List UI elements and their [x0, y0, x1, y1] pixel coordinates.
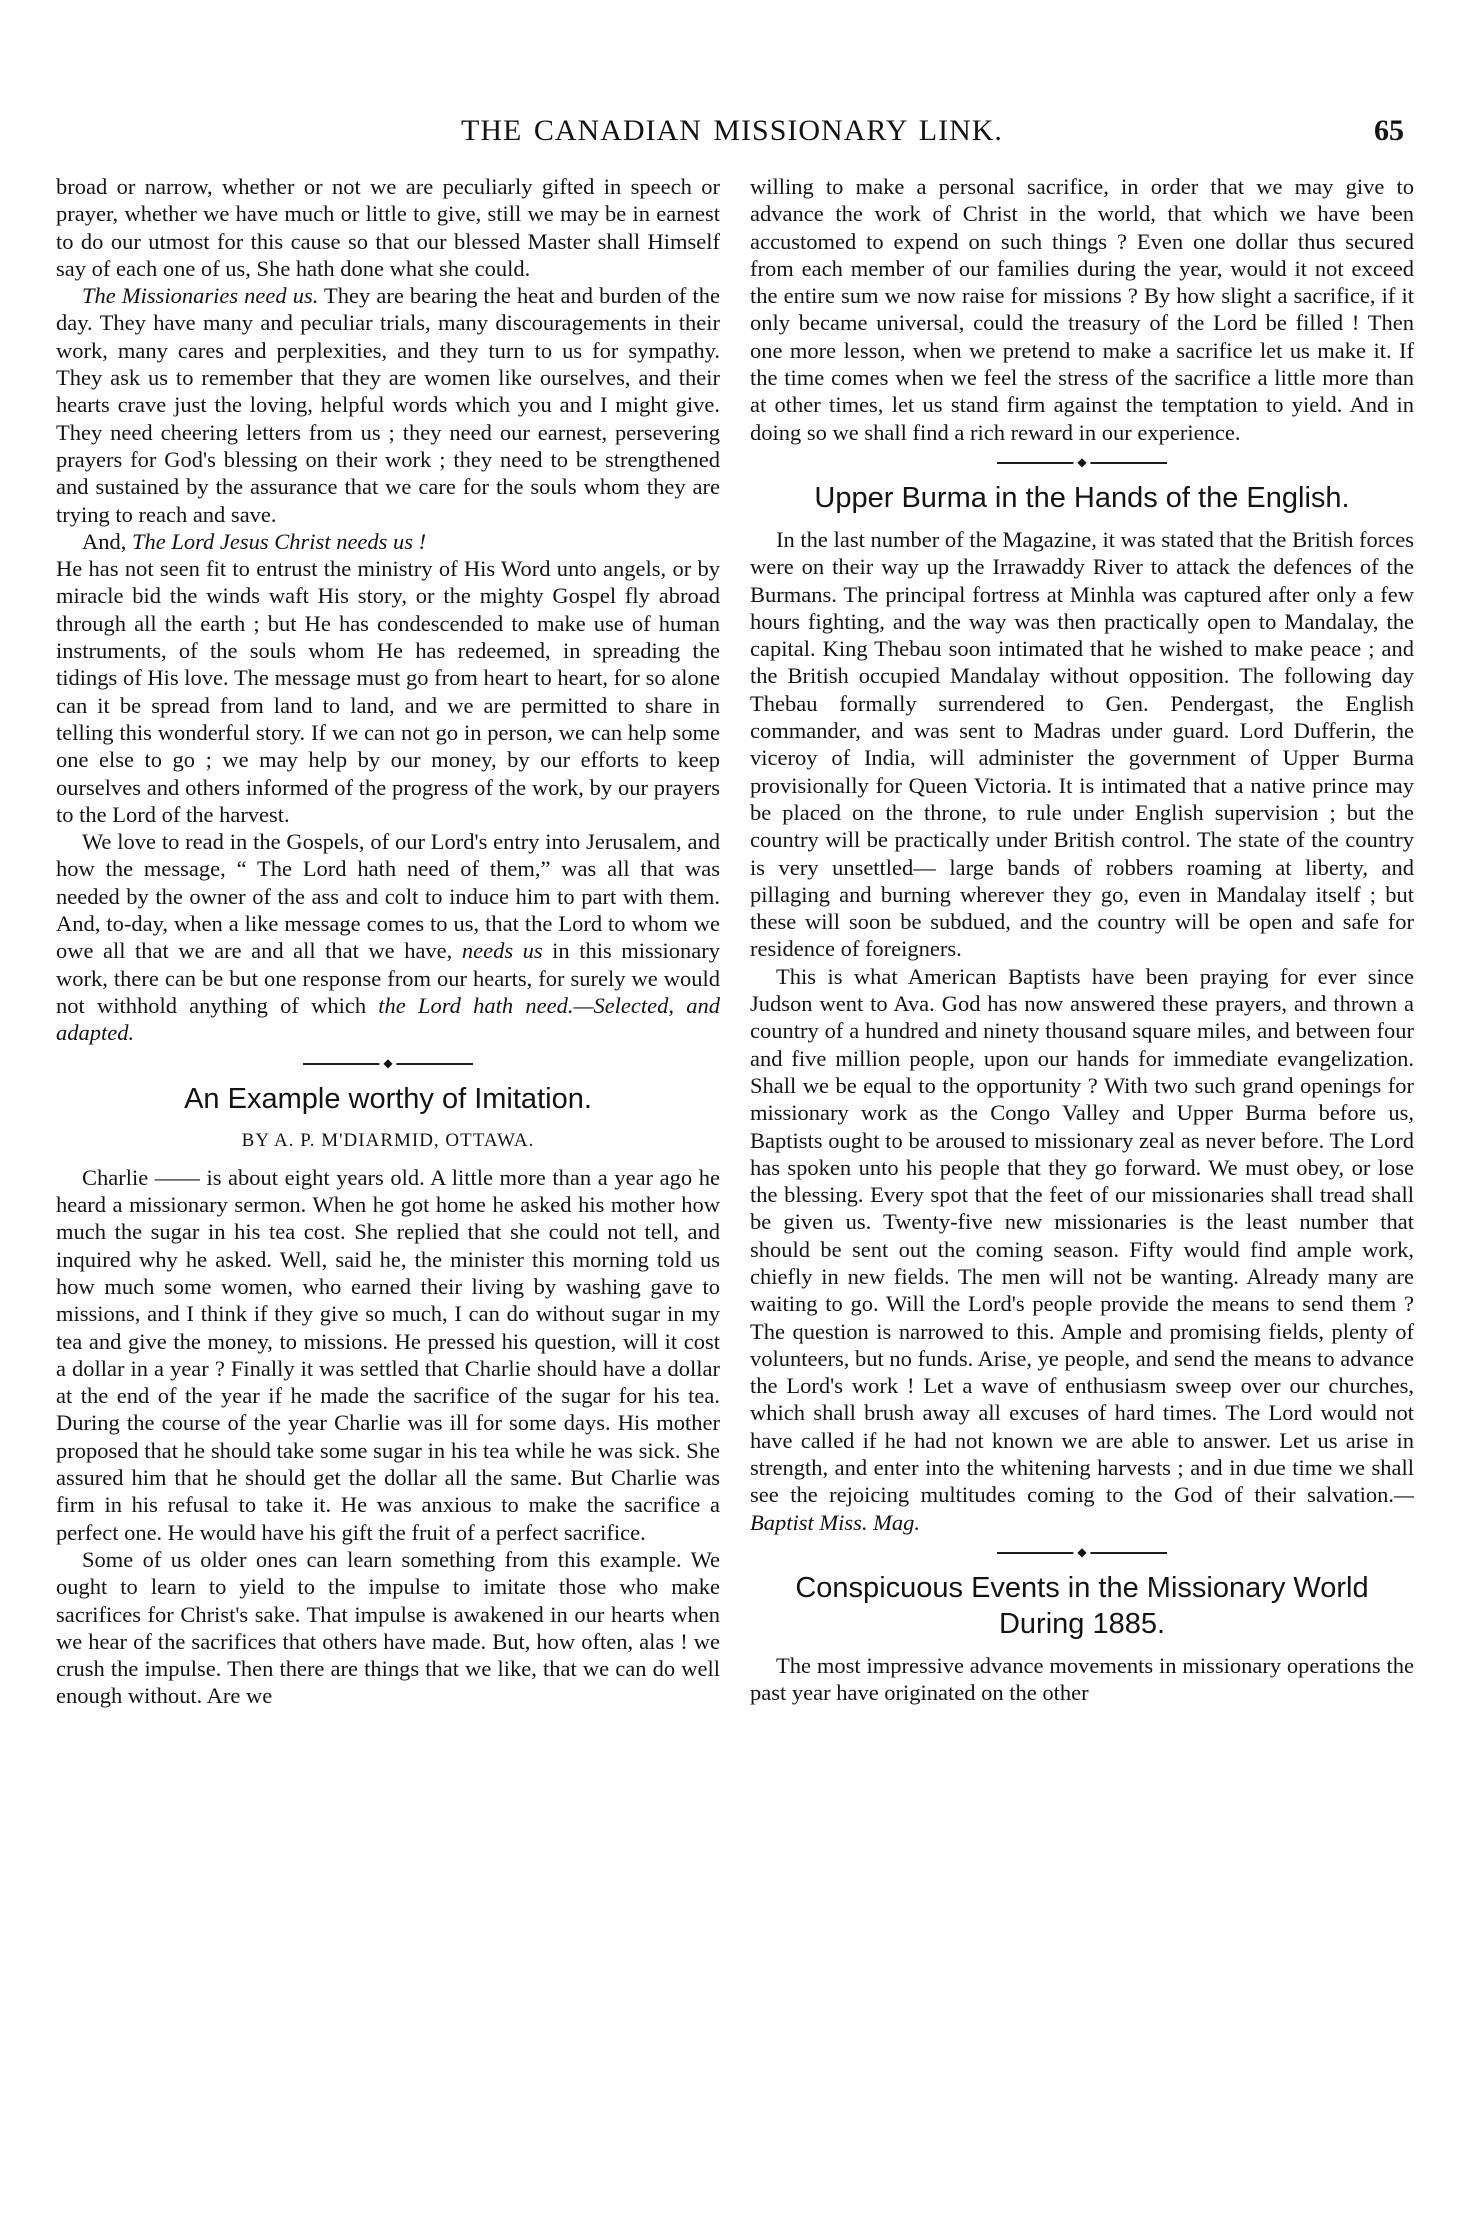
- paragraph-text: This is what American Baptists have been praying for ever since Judson went to Ava. God has now answered these prayers, and thrown a country of a hundred and ninety thousand square miles, and between four and five million people, upon our hands for immediate evangelization. Shall we be equal to the opportunity ? With two such grand openings for missionary work as the Congo Valley and Upper Burma before us, Baptists ought to be aroused to missionary zeal as never before. The Lord has spoken unto his people that they go forward. We must obey, or lose the blessing. Every spot that the feet of our missionaries shall tread shall be given us. Twenty-five new missionaries is the least number that should be sent out the coming season. Fifty would find ample work, chiefly in new fields. The men will not be wanting. Already many are waiting to go. Will the Lord's people provide the means to send them ? The question is narrowed to this. Ample and promising fields, plenty of volunteers, but no funds. Arise, ye people, and send the means to advance the Lord's work ! Let a wave of enthusiasm sweep over our churches, which shall brush away all excuses of hard times. The Lord would not have called if he had not known we are able to answer. Let us arise in strength, and enter into the whitening harvests ; and in due time we shall see the rejoicing multitudes coming to the God of their salvation.: [750, 963, 1414, 1508]
- paragraph: Charlie —— is about eight years old. A little more than a year ago he heard a missionary sermon. When he got home he asked his mother how much the sugar in his tea cost. She replied that she could not tell, and inquired why he asked. Well, said he, the minister this morning told us how much some women, who earned their living by washing gave to missions, and I think if they give so much, I can do without sugar in my tea and give the money, to missions. He pressed his question, will it cost a dollar in a year ? Finally it was settled that Charlie should have a dollar at the end of the year if he made the sacrifice of the sugar for his tea. During the course of the year Charlie was ill for some days. His mother proposed that he should take some sugar in his tea while he was sick. She assured him that he should get the dollar all the same. But Charlie was firm in his refusal to take it. He was anxious to make the sacrifice a perfect one. He would have his gift the fruit of a perfect sacrifice.: [56, 1164, 720, 1545]
- paragraph-text: And,: [82, 528, 132, 554]
- paragraph-text: We love to read in the Gospels, of our Lord's entry into Jerusalem, and how the message, “ The Lord hath need of them,” was all that was needed by the owner of the ass and colt to induce him to part with them. And, to-day, when a like message comes to us, that the Lord to whom we owe all that we are and all that we have,: [56, 829, 720, 964]
- italic-phrase: the Lord hath need.—Selected, and adapted.: [56, 992, 720, 1046]
- paragraph: broad or narrow, whether or not we are peculiarly gifted in speech or prayer, whether we have much or little to give, still we may be in earnest to do our utmost for this cause so that our blessed Master shall Himself say of each one of us, She hath done what she could.: [56, 174, 720, 281]
- article-heading: Conspicuous Events in the Missionary World During 1885.: [795, 1571, 1369, 1640]
- page-header: [60, 114, 1404, 154]
- paragraph: [56, 528, 720, 555]
- paragraph: willing to make a personal sacrifice, in order that we may give to advance the work of Christ in the world, that which we have been accustomed to expend on such things ? Even one dollar thus secured from each member of our families during the year, would it not exceed the entire sum we now raise for missions ? By how slight a sacrifice, if it only became universal, could the treasury of the Lord be filled ! Then one more lesson, when we pretend to make a sacrifice let us make it. If the time comes when we feel the stress of the sacrifice a little more than at other times, let us stand firm against the temptation to yield. And in doing so we shall find a rich reward in our experience.: [750, 174, 1414, 445]
- italic-phrase: The Missionaries need us.: [82, 283, 319, 309]
- right-column: [750, 173, 1414, 1707]
- section-divider: [997, 1552, 1167, 1554]
- article-heading: An Example worthy of Imitation.: [184, 1082, 592, 1115]
- running-title: THE CANADIAN MISSIONARY LINK.: [461, 114, 1003, 147]
- italic-phrase: —Baptist Miss. Mag.: [750, 1482, 1414, 1535]
- article-byline: BY A. P. M'DIARMID, OTTAWA.: [241, 1129, 535, 1151]
- paragraph: [56, 282, 720, 528]
- paragraph: [56, 828, 720, 1046]
- italic-phrase: needs us: [461, 938, 543, 964]
- paragraph: He has not seen fit to entrust the ministry of His Word unto angels, or by miracle bid the winds waft His story, or the mighty Gospel fly abroad through all the earth ; but He has condescended to make use of human instruments, of the souls whom He has redeemed, in spreading the tidings of His love. The message must go from heart to heart, for so alone can it be spread from land to land, and we are permitted to share in telling this wonderful story. If we can not go in person, we can help some one else to go ; we may help by our money, by our efforts to keep ourselves and others informed of the progress of the work, by our prayers to the Lord of the harvest.: [56, 556, 720, 827]
- paragraph-text: in this missionary work, there can be but one response from our hearts, for surely we would not withhold anything of which: [56, 938, 720, 1018]
- paragraph-text: They are bearing the heat and burden of the day. They have many and peculiar trials, many discouragements in their work, many cares and perplexities, and they turn to us for sympathy. They ask us to remember that they are women like ourselves, and their hearts crave just the loving, helpful words which you and I might give. They need cheering letters from us ; they need our earnest, persevering prayers for God's blessing on their work ; they need to be strengthened and sustained by the assurance that we care for the souls whom they are trying to reach and save.: [56, 283, 720, 527]
- article-heading: Upper Burma in the Hands of the English.: [814, 481, 1350, 514]
- section-divider: [997, 462, 1167, 464]
- section-divider: [303, 1063, 473, 1065]
- paragraph: The most impressive advance movements in missionary operations the past year have originated on the other: [750, 1652, 1414, 1706]
- paragraph: [750, 963, 1414, 1536]
- paragraph: In the last number of the Magazine, it was stated that the British forces were on their way up the Irrawaddy River to attack the defences of the Burmans. The principal fortress at Minhla was captured after only a few hours fighting, and the way was then practically open to Mandalay, the capital. King Thebau soon intimated that he wished to make peace ; and the British occupied Mandalay without opposition. The following day Thebau formally surrendered to Gen. Pendergast, the English commander, and was sent to Madras under guard. Lord Dufferin, the viceroy of India, will administer the government of Upper Burma provisionally for Queen Victoria. It is intimated that a native prince may be placed on the throne, to rule under English supervision ; but the country will be practically under British control. The state of the country is very unsettled— large bands of robbers roaming at liberty, and pillaging and burning wherever they go, even in Mandalay itself ; but these will soon be subdued, and the country will be open and safe for residence of foreigners.: [750, 526, 1414, 962]
- paragraph: Some of us older ones can learn something from this example. We ought to learn to yield to the impulse to imitate those who make sacrifices for Christ's sake. That impulse is awakened in our hearts when we hear of the sacrifices that others have made. But, how often, alas ! we crush the impulse. Then there are things that we like, that we can do well enough without. Are we: [56, 1546, 720, 1709]
- page-number: 65: [1374, 114, 1404, 147]
- left-column: [56, 173, 720, 1710]
- italic-phrase: The Lord Jesus Christ needs us !: [132, 528, 427, 554]
